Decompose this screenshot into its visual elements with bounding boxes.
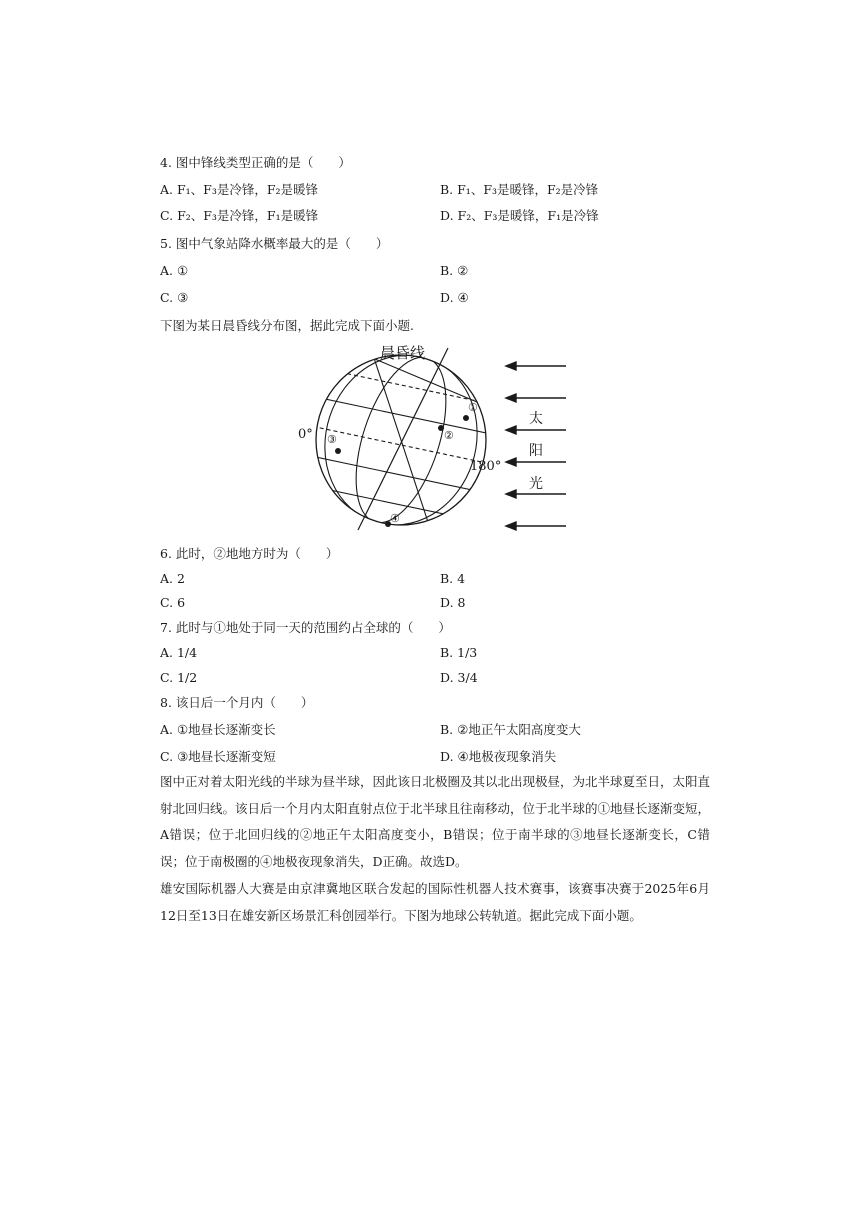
sun-label-3: 光 [529, 476, 543, 492]
q5-option-b: B. ② [440, 263, 469, 278]
q5-option-a: A. ① [160, 263, 189, 278]
q4-option-c: C. F₂、F₃是冷锋，F₁是暖锋 [160, 208, 319, 223]
point-3-marker [335, 448, 341, 454]
label-0-degree: 0° [298, 427, 313, 442]
figure-title: 晨昏线 [380, 344, 426, 362]
terminator-diagram [296, 340, 571, 536]
point-4-label: ④ [390, 512, 400, 525]
figure-intro: 下图为某日晨昏线分布图，据此完成下面小题. [160, 318, 414, 333]
point-2-label: ② [444, 429, 454, 442]
q7-option-a: A. 1/4 [160, 645, 198, 660]
q8-option-b: B. ②地正午太阳高度变大 [440, 722, 581, 737]
q5-option-d: D. ④ [440, 290, 469, 305]
label-180-degree: 180° [470, 459, 502, 474]
sun-label-2: 阳 [529, 443, 543, 459]
q8-option-a: A. ①地昼长逐渐变长 [160, 722, 276, 737]
q7-option-c: C. 1/2 [160, 670, 198, 685]
q6-option-a: A. 2 [160, 571, 185, 586]
q8-stem: 8. 该日后一个月内（ ） [160, 695, 314, 710]
q7-stem: 7. 此时与①地处于同一天的范围约占全球的（ ） [160, 620, 451, 635]
point-1-label: ① [468, 401, 478, 414]
point-1-marker [463, 415, 469, 421]
q5-stem: 5. 图中气象站降水概率最大的是（ ） [160, 236, 389, 251]
q8-option-c: C. ③地昼长逐渐变短 [160, 749, 276, 764]
q4-option-d: D. F₂、F₃是暖锋，F₁是冷锋 [440, 208, 599, 223]
q6-option-d: D. 8 [440, 595, 466, 610]
point-3-label: ③ [327, 433, 337, 446]
q6-option-c: C. 6 [160, 595, 186, 610]
q8-explanation: 图中正对着太阳光线的半球为昼半球，因此该日北极圈及其以北出现极昼，为北半球夏至日，太阳直射北回归线。该日后一个月内太阳直射点位于北半球且往南移动，位于北半球的①地昼长逐渐变短，A错误；位于北回归线的②地正午太阳高度变小，B错误；位于南半球的③地昼长逐渐变长，C错误；位于南极圈的④地极夜现象消失，D正确。故选D。 [160, 774, 711, 869]
q4-option-a: A. F₁、F₃是冷锋，F₂是暖锋 [160, 182, 319, 197]
q4-stem: 4. 图中锋线类型正确的是（ ） [160, 155, 351, 170]
robot-contest-intro: 雄安国际机器人大赛是由京津冀地区联合发起的国际性机器人技术赛事，该赛事决赛于2025年6月12日至13日在雄安新区场景汇科创园举行。下图为地球公转轨道。据此完成下面小题。 [160, 881, 710, 923]
q5-option-c: C. ③ [160, 290, 189, 305]
q7-option-d: D. 3/4 [440, 670, 478, 685]
q6-option-b: B. 4 [440, 571, 466, 586]
sun-label-1: 太 [529, 411, 543, 427]
q4-option-b: B. F₁、F₃是暖锋，F₂是冷锋 [440, 182, 599, 197]
q6-stem: 6. 此时，②地地方时为（ ） [160, 546, 339, 561]
q7-option-b: B. 1/3 [440, 645, 478, 660]
q8-option-d: D. ④地极夜现象消失 [440, 749, 557, 764]
